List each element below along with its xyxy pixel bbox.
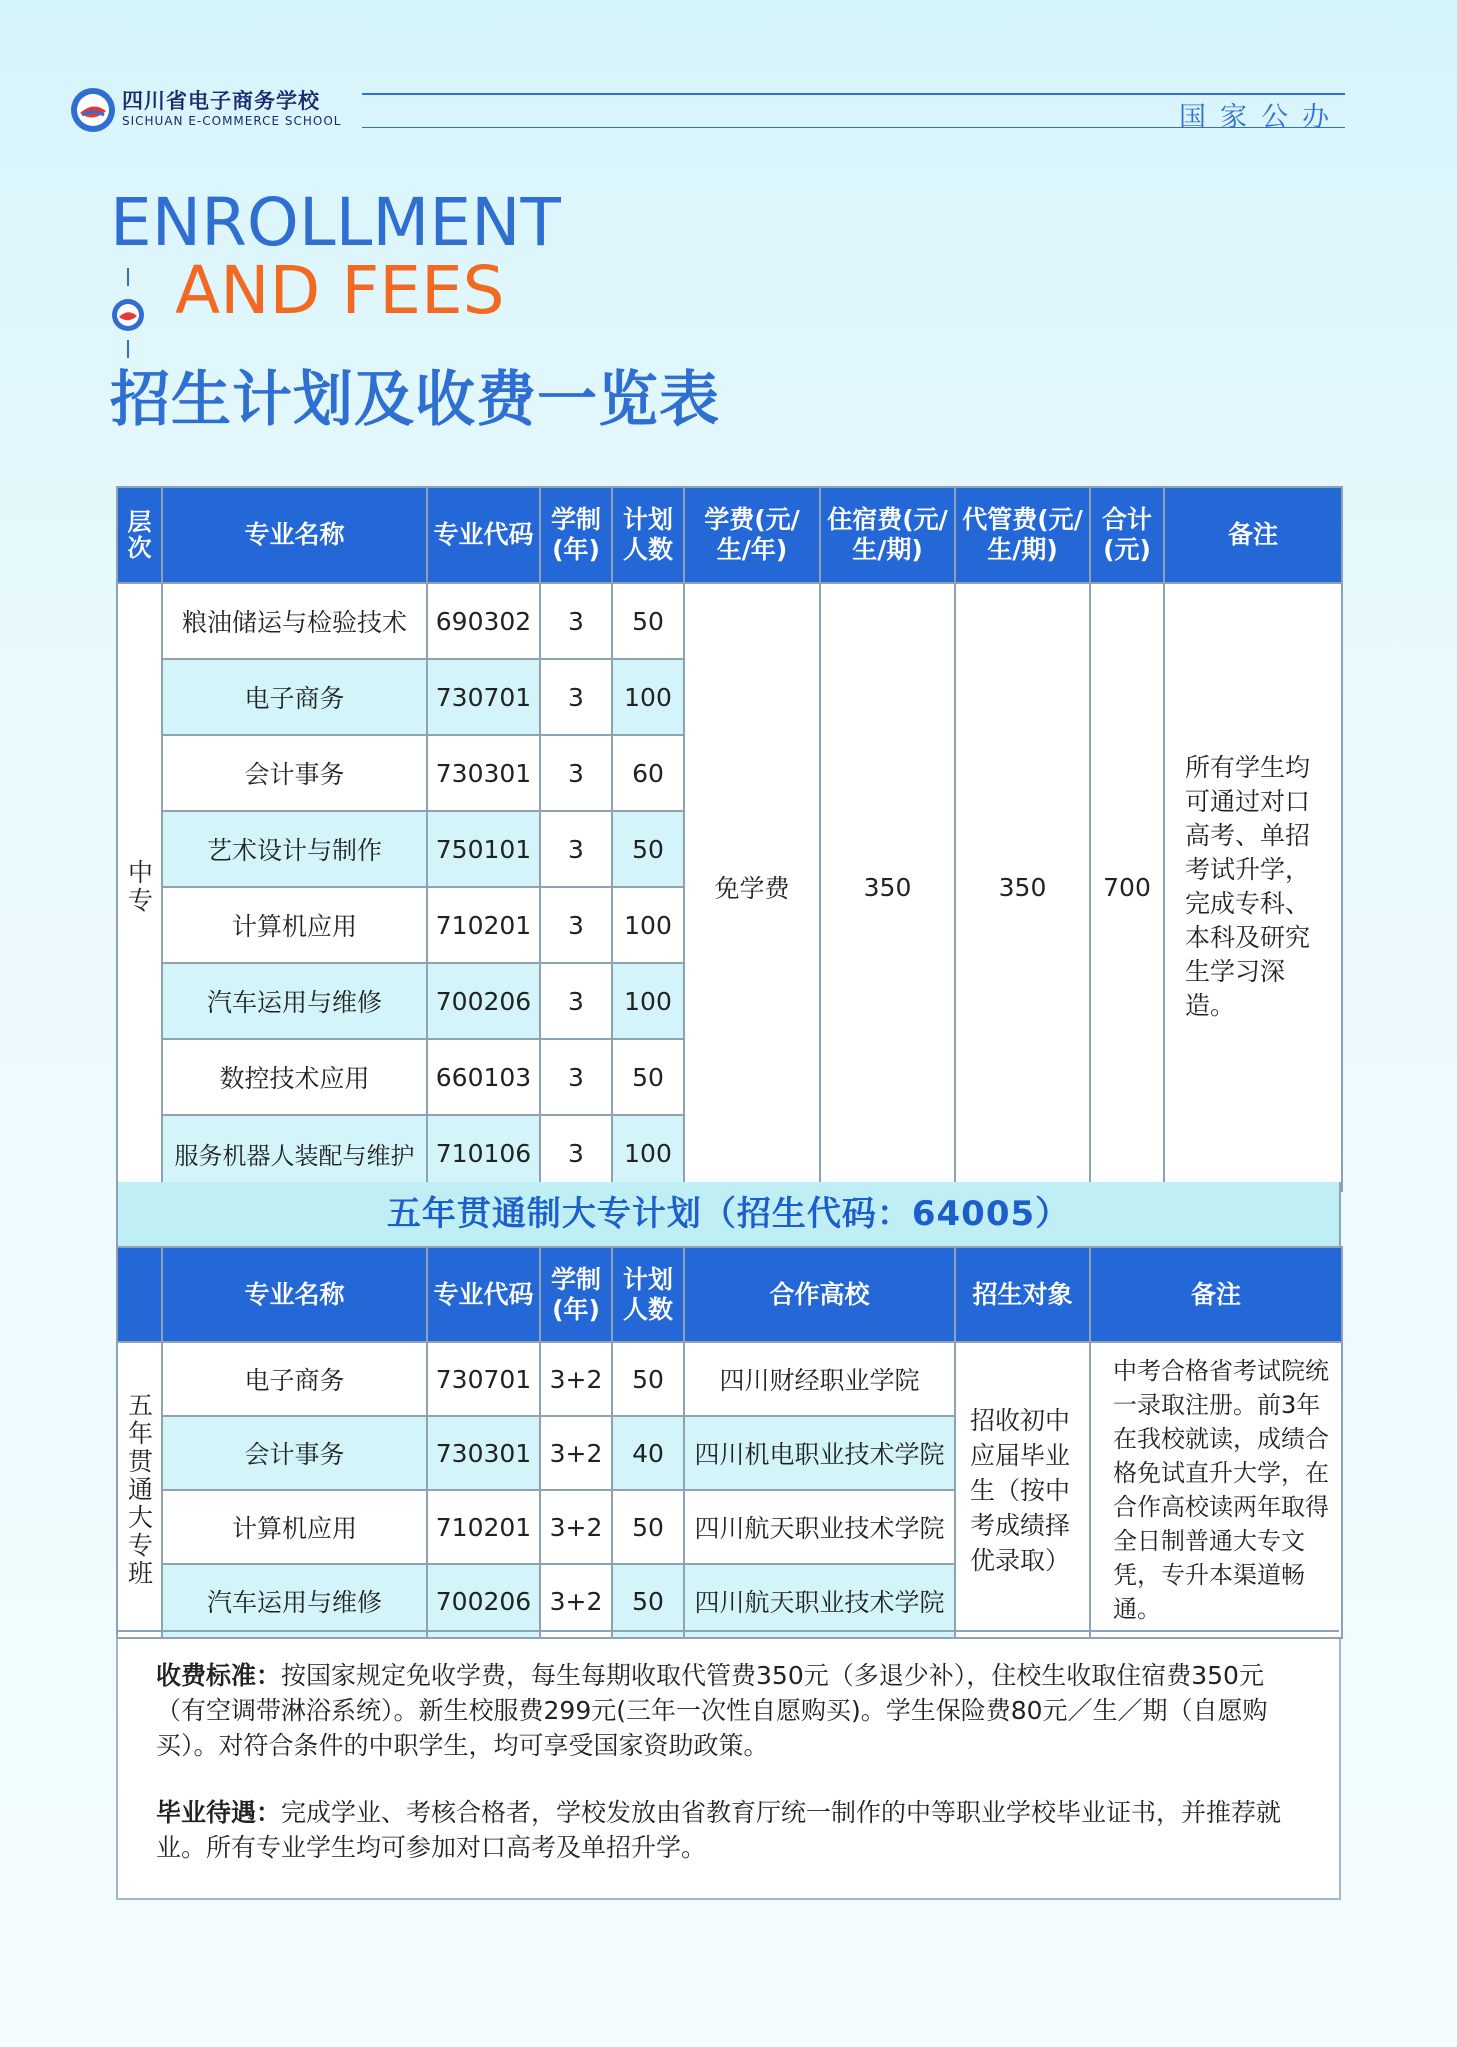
- plan-cell: 50: [612, 1564, 684, 1638]
- plan-cell: 50: [612, 811, 684, 887]
- header-code: 专业代码: [427, 1247, 540, 1342]
- table-header-row: [117, 487, 1342, 583]
- major-cell: 计算机应用: [162, 887, 427, 963]
- fee-standard-label: 收费标准：: [156, 1661, 282, 1690]
- plan-cell: 50: [612, 1039, 684, 1115]
- header-tuition: 学费(元/生/年): [684, 487, 820, 583]
- major-cell: 计算机应用: [162, 1490, 427, 1564]
- zhongzhuan-table: [116, 486, 1343, 1192]
- title-deco-line: [127, 268, 129, 286]
- managed-cell: 350: [955, 583, 1090, 1191]
- partner-cell: 四川航天职业技术学院: [684, 1564, 955, 1638]
- graduation-text: 完成学业、考核合格者，学校发放由省教育厅统一制作的中等职业学校毕业证书，并推荐就业。所有专业学生均可参加对口高考及单招升学。: [156, 1798, 1282, 1862]
- major-cell: 会计事务: [162, 735, 427, 811]
- header-dorm: 住宿费(元/生/期): [820, 487, 955, 583]
- major-cell: 数控技术应用: [162, 1039, 427, 1115]
- remark-cell: 所有学生均可通过对口高考、单招考试升学，完成专科、本科及研究生学习深造。: [1164, 583, 1342, 1191]
- code-cell: 710201: [427, 887, 540, 963]
- header-remark: 备注: [1090, 1247, 1342, 1342]
- duration-cell: 3: [540, 1039, 612, 1115]
- graduation-paragraph: [156, 1795, 1309, 1865]
- title-logo-icon: [111, 298, 145, 332]
- duration-cell: 3: [540, 811, 612, 887]
- dorm-cell: 350: [820, 583, 955, 1191]
- plan-cell: 100: [612, 887, 684, 963]
- header-code: 专业代码: [427, 487, 540, 583]
- duration-cell: 3: [540, 963, 612, 1039]
- duration-cell: 3: [540, 583, 612, 659]
- plan-cell: 100: [612, 659, 684, 735]
- table-header-row: [117, 1247, 1342, 1342]
- major-cell: 电子商务: [162, 1342, 427, 1416]
- header-level: 层次: [117, 487, 162, 583]
- duration-cell: 3+2: [540, 1416, 612, 1490]
- duration-cell: 3: [540, 735, 612, 811]
- fee-standard-paragraph: [156, 1658, 1309, 1763]
- level-cell: 中专: [117, 583, 162, 1191]
- code-cell: 700206: [427, 963, 540, 1039]
- code-cell: 700206: [427, 1564, 540, 1638]
- major-cell: 会计事务: [162, 1416, 427, 1490]
- code-cell: 730701: [427, 1342, 540, 1416]
- title-deco-line: [127, 340, 129, 358]
- header-plan: 计划人数: [612, 1247, 684, 1342]
- header-managed: 代管费(元/生/期): [955, 487, 1090, 583]
- major-cell: 粮油储运与检验技术: [162, 583, 427, 659]
- plan-cell: 50: [612, 583, 684, 659]
- partner-cell: 四川财经职业学院: [684, 1342, 955, 1416]
- code-cell: 660103: [427, 1039, 540, 1115]
- target-cell: 招收初中应届毕业生（按中考成绩择优录取）: [955, 1342, 1090, 1638]
- school-logo-icon: [70, 87, 116, 133]
- duration-cell: 3+2: [540, 1490, 612, 1564]
- duration-cell: 3+2: [540, 1564, 612, 1638]
- remark-cell: 中考合格省考试院统一录取注册。前3年在我校就读，成绩合格免试直升大学，在合作高校读两年取得全日制普通大专文凭，专升本渠道畅通。: [1090, 1342, 1342, 1638]
- fee-notes: [118, 1630, 1339, 1898]
- plan-cell: 50: [612, 1342, 684, 1416]
- page-header: [70, 85, 1345, 135]
- code-cell: 730301: [427, 735, 540, 811]
- code-cell: 710106: [427, 1115, 540, 1191]
- duration-cell: 3+2: [540, 1342, 612, 1416]
- plan-cell: 100: [612, 963, 684, 1039]
- total-cell: 700: [1090, 583, 1164, 1191]
- major-cell: 艺术设计与制作: [162, 811, 427, 887]
- major-cell: 汽车运用与维修: [162, 1564, 427, 1638]
- duration-cell: 3: [540, 659, 612, 735]
- header-partner: 合作高校: [684, 1247, 955, 1342]
- level-cell: 五年贯通大专班: [117, 1342, 162, 1638]
- major-cell: 汽车运用与维修: [162, 963, 427, 1039]
- header-level: [117, 1247, 162, 1342]
- partner-cell: 四川机电职业技术学院: [684, 1416, 955, 1490]
- major-cell: 服务机器人装配与维护: [162, 1115, 427, 1191]
- header-major: 专业名称: [162, 487, 427, 583]
- header-major: 专业名称: [162, 1247, 427, 1342]
- title-en-line1: ENROLLMENT: [110, 184, 561, 261]
- plan-cell: 50: [612, 1490, 684, 1564]
- table-row: [117, 1342, 1342, 1416]
- plan-cell: 100: [612, 1115, 684, 1191]
- code-cell: 750101: [427, 811, 540, 887]
- major-cell: 电子商务: [162, 659, 427, 735]
- header-total: 合计(元): [1090, 487, 1164, 583]
- graduation-label: 毕业待遇：: [156, 1798, 282, 1827]
- title-en-line2: AND FEES: [175, 252, 505, 329]
- plan-cell: 40: [612, 1416, 684, 1490]
- duration-cell: 3: [540, 1115, 612, 1191]
- header-duration: 学制(年): [540, 1247, 612, 1342]
- header-plan: 计划人数: [612, 487, 684, 583]
- five-year-table: [116, 1246, 1343, 1639]
- code-cell: 690302: [427, 583, 540, 659]
- header-target: 招生对象: [955, 1247, 1090, 1342]
- five-year-section-title: 五年贯通制大专计划（招生代码：64005）: [116, 1182, 1341, 1246]
- header-duration: 学制(年): [540, 487, 612, 583]
- code-cell: 730701: [427, 659, 540, 735]
- tuition-cell: 免学费: [684, 583, 820, 1191]
- duration-cell: 3: [540, 887, 612, 963]
- plan-cell: 60: [612, 735, 684, 811]
- page-title-cn: 招生计划及收费一览表: [110, 365, 720, 435]
- table-row: [117, 583, 1342, 659]
- header-remark: 备注: [1164, 487, 1342, 583]
- code-cell: 710201: [427, 1490, 540, 1564]
- school-name-cn: 四川省电子商务学校: [122, 89, 320, 113]
- partner-cell: 四川航天职业技术学院: [684, 1490, 955, 1564]
- code-cell: 730301: [427, 1416, 540, 1490]
- school-name-en: SICHUAN E-COMMERCE SCHOOL: [122, 114, 342, 128]
- public-school-tag: 国家公办: [1179, 102, 1343, 133]
- fee-standard-text: 按国家规定免收学费，每生每期收取代管费350元（多退少补），住校生收取住宿费350元（有空调带淋浴系统）。新生校服费299元(三年一次性自愿购买)。学生保险费80元／生／期（自愿购买）。对符合条件的中职学生，均可享受国家资助政策。: [156, 1661, 1268, 1760]
